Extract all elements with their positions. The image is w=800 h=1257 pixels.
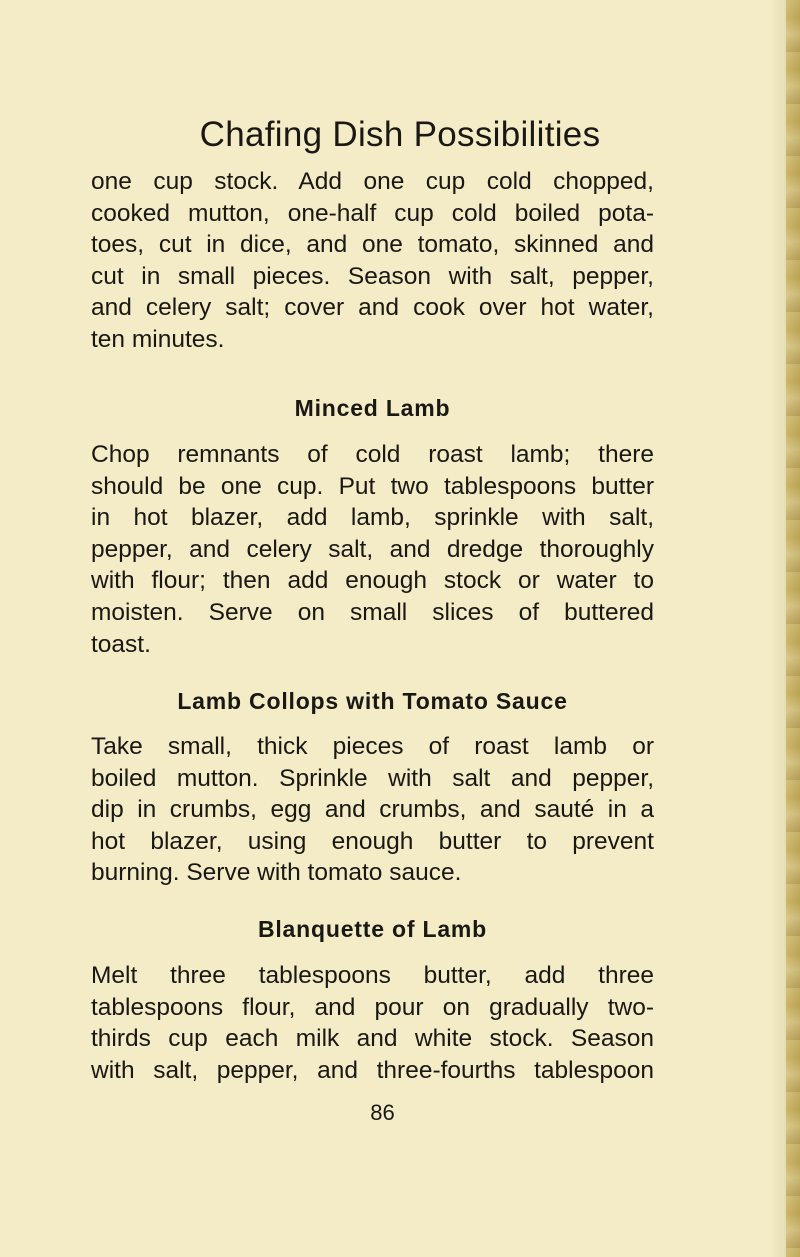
text-line: cooked mutton, one-half cup cold boiled pota- xyxy=(91,199,654,227)
text-line: ten minutes. xyxy=(91,325,225,353)
recipe-heading-blanquette: Blanquette of Lamb xyxy=(257,916,488,942)
text-line: hot blazer, using enough butter to prevent xyxy=(91,827,654,855)
text-line: toes, cut in dice, and one tomato, skinned and xyxy=(91,231,654,259)
text-line: moisten. Serve on small slices of buttered xyxy=(91,598,654,626)
text-line: toast. xyxy=(91,630,151,658)
running-head: Chafing Dish Possibilities xyxy=(199,115,601,154)
page-edge xyxy=(786,0,800,1257)
text-line: boiled mutton. Sprinkle with salt and pepper, xyxy=(91,764,654,792)
text-line: with salt, pepper, and three-fourths tablespoon xyxy=(91,1056,654,1084)
paragraph-lamb-collops xyxy=(91,731,654,889)
text-line: thirds cup each milk and white stock. Season xyxy=(91,1025,654,1053)
recipe-heading-minced-lamb: Minced Lamb xyxy=(294,395,451,421)
recipe-heading-lamb-collops: Lamb Collops with Tomato Sauce xyxy=(177,688,568,714)
text-line: tablespoons flour, and pour on gradually two- xyxy=(91,993,654,1021)
page-number: 86 xyxy=(370,1100,395,1125)
text-line: should be one cup. Put two tablespoons butter xyxy=(91,472,654,500)
text-line: burning. Serve with tomato sauce. xyxy=(91,859,462,887)
text-line: Melt three tablespoons butter, add three xyxy=(91,962,654,989)
paragraph-blanquette xyxy=(91,960,654,1086)
text-line: Chop remnants of cold roast lamb; there xyxy=(91,441,654,468)
text-line: dip in crumbs, egg and crumbs, and sauté in a xyxy=(91,796,654,824)
text-line: with flour; then add enough stock or water to xyxy=(91,567,654,595)
text-line: and celery salt; cover and cook over hot water, xyxy=(91,294,654,322)
text-line: Take small, thick pieces of roast lamb or xyxy=(91,733,654,760)
text-line: pepper, and celery salt, and dredge thoroughly xyxy=(91,535,654,563)
text-line: one cup stock. Add one cup cold chopped, xyxy=(91,168,654,195)
text-line: in hot blazer, add lamb, sprinkle with salt, xyxy=(91,504,654,532)
text-line: cut in small pieces. Season with salt, pepper, xyxy=(91,262,654,290)
paragraph-minced-lamb xyxy=(91,439,654,660)
paragraph-continuation xyxy=(91,166,654,356)
